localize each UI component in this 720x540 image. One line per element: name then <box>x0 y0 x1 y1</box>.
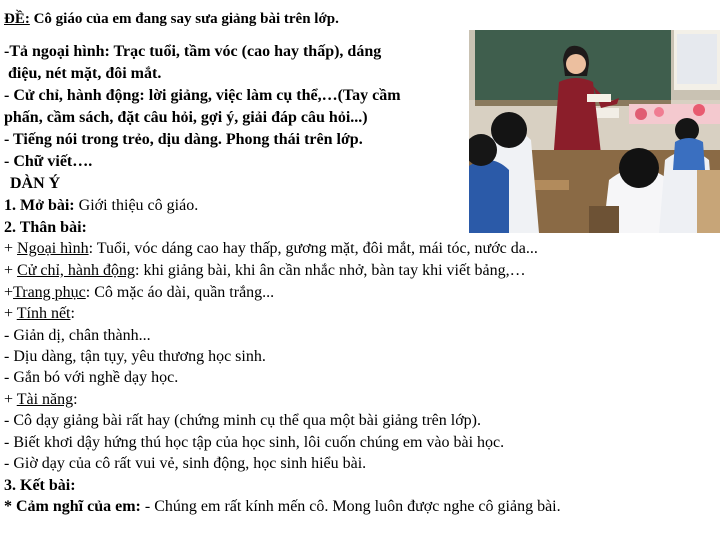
talent-prefix: + <box>4 391 17 408</box>
appearance-prefix: + <box>4 240 18 257</box>
hint-line-6: - Chữ viết…. <box>4 153 93 170</box>
appearance-line <box>4 239 538 259</box>
hint-line-1: -Tả ngoại hình: Trạc tuổi, tầm vóc (cao hay thấp), dáng <box>4 43 382 60</box>
outfit-text: : Cô mặc áo dài, quần trắng... <box>85 284 275 301</box>
hint-line-4: phấn, cầm sách, đặt câu hỏi, gợi ý, giải đáp câu hỏi...) <box>4 109 368 126</box>
outline-title: DÀN Ý <box>10 175 61 192</box>
intro-text: Giới thiệu cô giáo. <box>74 197 199 214</box>
outfit-line <box>4 283 274 303</box>
talent-line <box>4 390 78 410</box>
conclusion-label: 3. Kết bài: <box>4 477 76 494</box>
talent-item-2: - Biết khơi dậy hứng thú học tập của học sinh, lôi cuốn chúng em vào bài học. <box>4 434 505 451</box>
personality-item-2: - Dịu dàng, tận tụy, yêu thương học sinh. <box>4 348 266 365</box>
outfit-prefix: + <box>4 284 14 301</box>
classroom-photo <box>469 30 720 233</box>
gesture-prefix: + <box>4 262 18 279</box>
page-heading <box>4 9 339 29</box>
hint-line-3: - Cử chỉ, hành động: lời giảng, việc làm cụ thể,…(Tay cầm <box>4 87 401 104</box>
talent-item-1: - Cô dạy giảng bài rất hay (chứng minh cụ thể qua một bài giảng trên lớp). <box>4 412 482 429</box>
gesture-line <box>4 261 526 281</box>
feeling-label: * Cảm nghĩ của em: <box>4 498 141 515</box>
body-label: 2. Thân bài: <box>4 219 87 236</box>
personality-item-3: - Gắn bó với nghề dạy học. <box>4 369 179 386</box>
intro-line <box>4 196 198 216</box>
classroom-illustration <box>469 30 720 233</box>
personality-label: Tính nết <box>16 305 71 322</box>
gesture-label: Cử chỉ, hành động <box>17 262 136 279</box>
feeling-line <box>4 497 561 517</box>
heading-text: Cô giáo của em đang say sưa giảng bài trên lớp. <box>29 11 339 27</box>
heading-label: ĐỀ: <box>4 11 30 27</box>
appearance-label: Ngoại hình <box>17 240 89 257</box>
intro-label: 1. Mở bài: <box>4 197 75 214</box>
personality-prefix: + <box>4 305 17 322</box>
personality-item-1: - Giản dị, chân thành... <box>4 327 151 344</box>
gesture-text: : khi giảng bài, khi ân cần nhắc nhở, bàn tay khi viết bảng,… <box>135 262 526 279</box>
feeling-text: - Chúng em rất kính mến cô. Mong luôn được nghe cô giảng bài. <box>140 498 561 515</box>
talent-label: Tài năng <box>16 391 74 408</box>
talent-item-3: - Giờ dạy của cô rất vui vẻ, sinh động, học sinh hiểu bài. <box>4 455 367 472</box>
personality-line <box>4 304 75 324</box>
hint-line-2: điệu, nét mặt, đôi mắt. <box>8 65 162 82</box>
personality-text: : <box>70 305 75 322</box>
hint-line-5: - Tiếng nói trong trẻo, dịu dàng. Phong thái trên lớp. <box>4 131 363 148</box>
outfit-label: Trang phục <box>13 284 86 301</box>
appearance-text: : Tuổi, vóc dáng cao hay thấp, gương mặt, đôi mắt, mái tóc, nước da... <box>88 240 538 257</box>
talent-text: : <box>73 391 78 408</box>
